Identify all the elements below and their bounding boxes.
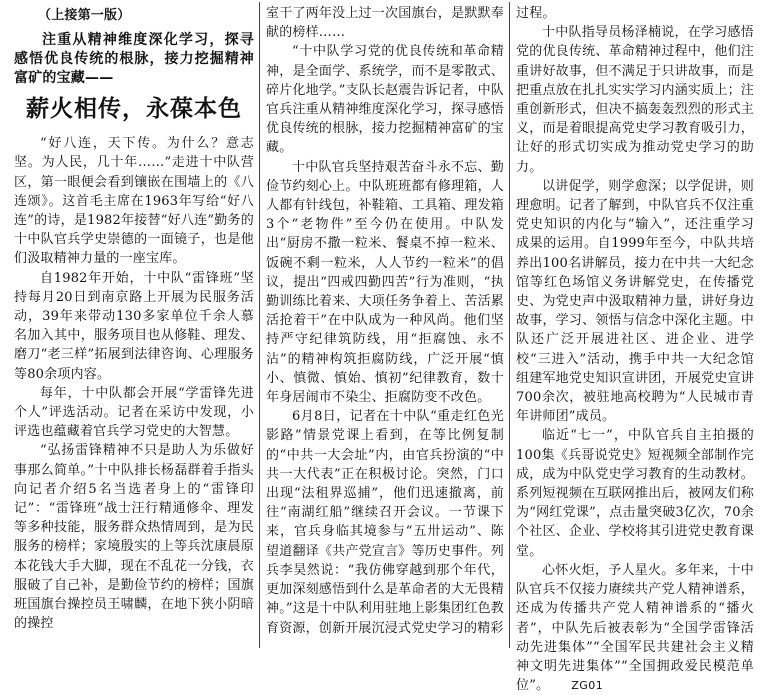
paragraph: 自1982年开始，十中队“雷锋班”坚持每月20日到南京路上开展为民服务活动，39年来带动130多家单位千余人慕名加入其中，服务项目也从修鞋、理发、磨刀“老三样”拓展到法律咨询、心理服务等80余项内容。	[14, 270, 254, 382]
column-2	[266, 4, 504, 638]
paragraph-continuation: 室干了两年没上过一次国旗台，是默默奉献的榜样……	[266, 6, 504, 41]
continued-from-label: （上接第一版）	[38, 8, 131, 23]
paragraph: 每年，十中队都会开展“学雷锋先进个人”评选活动。记者在采访中发现，小评选也蕴藏着官兵学习党史的大智慧。	[14, 385, 254, 440]
article-subtitle: 注重从精神维度深化学习，探寻感悟优良传统的根脉，接力挖掘精神富矿的宝藏——	[14, 32, 254, 87]
paragraph: 十中队指导员杨泽楠说，在学习感悟党的优良传统、革命精神过程中，他们注重讲好故事，但不满足于只讲故事，而是把重点放在扎扎实实学习内涵实质上；注重创新形式，但决不搞轰轰烈烈的形式主义，而是着眼提高党史学习教育吸引力，让好的形式切实成为推动党史学习的助力。	[516, 25, 754, 175]
paragraph: 临近“七一”，中队官兵自主拍摄的100集《兵哥说党史》短视频全部制作完成，成为中队党史学习教育的生动教材。系列短视频在互联网推出后，被网友们称为“网红党课”，点击量突破3亿次，70余个社区、企业、学校将其引进党史教育课堂。	[516, 428, 754, 559]
paragraph: “好八连，天下传。为什么？意志坚。为人民，几十年……”走进十中队营区，第一眼便会看到镶嵌在围墙上的《八连颂》。这首毛主席在1963年写给“好八连”的诗，是1982年接替“好八连”勤务的十中队官兵学史崇德的一面镜子，也是他们汲取精神力量的一座宝库。	[14, 136, 254, 267]
article-headline: 薪火相传，永葆本色	[26, 96, 242, 123]
paragraph: 十中队官兵坚持艰苦奋斗永不忘、勤俭节约刻心上。中队班班都有修理箱，人人都有针线包，补鞋箱、工具箱、理发箱3个“老物件”至今仍在使用。中队发出“厨房不撒一粒米、餐桌不掉一粒米、饭碗不剩一粒米，人人节约一粒米”的倡议，提出“四戒四勤四苦”行为准则，“执勤训练比着来、大项任务争着上、苦活累活抢着干”在中队成为一种风尚。他们坚持严守纪律筑防线，用“拒腐蚀、永不沾”的精神构筑拒腐防线，广泛开展“慎小、慎微、慎始、慎初”纪律教育，数十年身居闹市不染尘、拒腐防变不改色。	[266, 159, 504, 406]
paragraph: “弘扬雷锋精神不只是助人为乐做好事那么简单。”十中队排长杨磊群着手指头向记者介绍5名当选者身上的“雷锋印记”：“雷锋班”战士汪行精通修伞、理发等多种技能，服务群众热情周到，是为民服务的榜样；家境殷实的上等兵沈康晨原本花钱大手大脚，现在不乱花一分钱，衣服破了自己补，是勤俭节约的榜样；国旗班国旗台操控员王啸麟，在地下狭小阴暗的操控	[14, 443, 254, 632]
column-divider	[259, 2, 260, 648]
column-3	[516, 4, 754, 695]
paragraph-text: 心怀火炬，予人星火。多年来，十中队官兵不仅接力赓续共产党人精神谱系，还成为传播共产党人精神谱系的“播火者”，中队先后被表彰为“全国学雷锋活动先进集体”“全国军民共建社会主义精神文明先进集体”“全国拥政爱民模范单位”。	[516, 562, 754, 694]
column-divider	[509, 2, 510, 648]
paragraph: 6月8日，记者在十中队“重走红色光影路”情景党课上看到，在等比例复制的“中共一大会址”内，由官兵扮演的“中共一大代表”正在积极讨论。突然，门口出现“法租界巡捕”，他们迅速撤离，前往“南湖红船”继续召开会议。一节课下来，官兵身临其境参与“五卅运动”、陈望道翻译《共产党宣言》等历史事件。列兵李昊然说：“我仿佛穿越到那个年代，更加深刻感悟到什么是革命者的大无畏精神。”这是十中队利用驻地上影集团红色教育资源，创新开展沉浸式党史学习的精彩	[266, 409, 504, 636]
paragraph	[516, 561, 754, 695]
paragraph: “十中队学习党的优良传统和革命精神，是全面学、系统学，而不是零散式、碎片化地学。”支队长赵震告诉记者，中队官兵注重从精神维度深化学习，探寻感悟优良传统的根脉，接力挖掘精神富矿的宝藏。	[266, 44, 504, 156]
paragraph: 以讲促学，则学愈深；以学促讲，则理愈明。记者了解到，中队官兵不仅注重党史知识的内化与“输入”，还注重学习成果的运用。自1999年至今，中队共培养出100名讲解员，接力在中共一大纪念馆等红色场馆义务讲解党史，在传播党史、为党史声中汲取精神力量，讲好身边故事，学习、领悟与信念中深化主题。中队还广泛开展进社区、进企业、进学校“三进入”活动，携手中共一大纪念馆组建军地党史知识宣讲团，开展党史宣讲700余次，被驻地高校聘为“人民城市青年讲师团”成员。	[516, 178, 754, 425]
paragraph-continuation: 过程。	[516, 6, 556, 21]
column-1	[14, 4, 254, 633]
author-signature: ZG01	[571, 679, 604, 693]
